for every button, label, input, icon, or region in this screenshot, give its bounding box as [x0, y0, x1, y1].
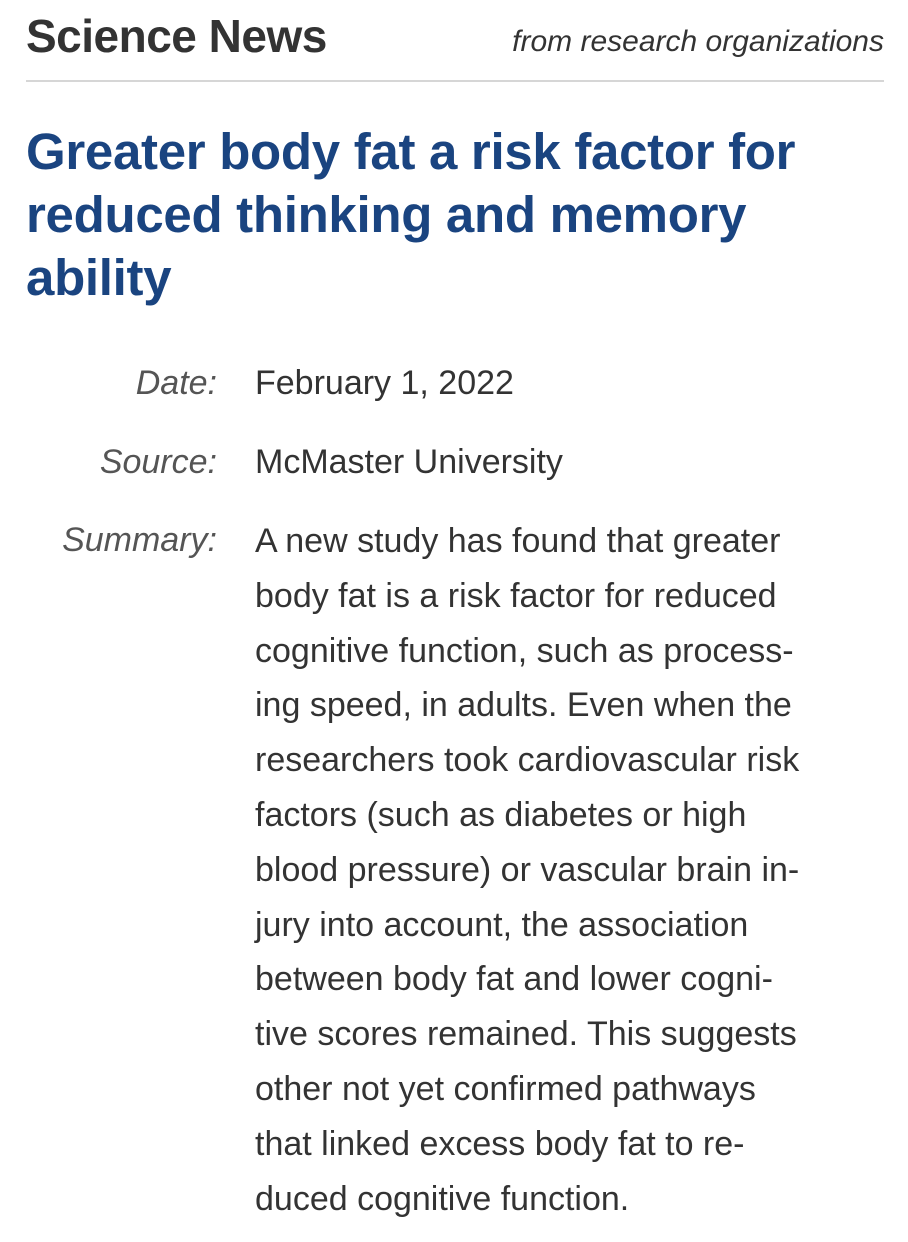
date-value: February 1, 2022 [255, 364, 514, 402]
summary-line: body fat is a risk factor for reduced [255, 576, 777, 615]
summary-line: cognitive function, such as process- [255, 631, 794, 670]
summary-line: A new study has found that greater [255, 522, 781, 560]
site-header [26, 6, 884, 82]
summary-label: Summary: [62, 521, 217, 559]
summary-line: between body fat and lower cogni- [255, 960, 773, 999]
summary-line: tive scores remained. This suggests [255, 1015, 797, 1054]
date-label: Date: [135, 364, 217, 402]
summary-line: other not yet confirmed pathways [255, 1069, 756, 1108]
summary-line: duced cognitive function. [255, 1179, 630, 1218]
site-tagline: from research organizations [512, 25, 884, 58]
source-label: Source: [99, 443, 217, 481]
site-name[interactable]: Science News [26, 10, 327, 62]
summary-text [255, 514, 880, 1226]
summary-line: ing speed, in adults. Even when the [255, 686, 792, 725]
summary-line: factors (such as diabetes or high [255, 795, 747, 834]
summary-line: jury into account, the association [255, 905, 749, 944]
summary-line: researchers took cardiovascular risk [255, 741, 800, 780]
source-value[interactable]: McMaster University [255, 443, 563, 481]
summary-line: that linked excess body fat to re- [255, 1124, 745, 1163]
summary-line: blood pressure) or vascular brain in- [255, 850, 800, 889]
article-headline: Greater body fat a risk factor for reduced thinking and memory ability [26, 123, 796, 306]
